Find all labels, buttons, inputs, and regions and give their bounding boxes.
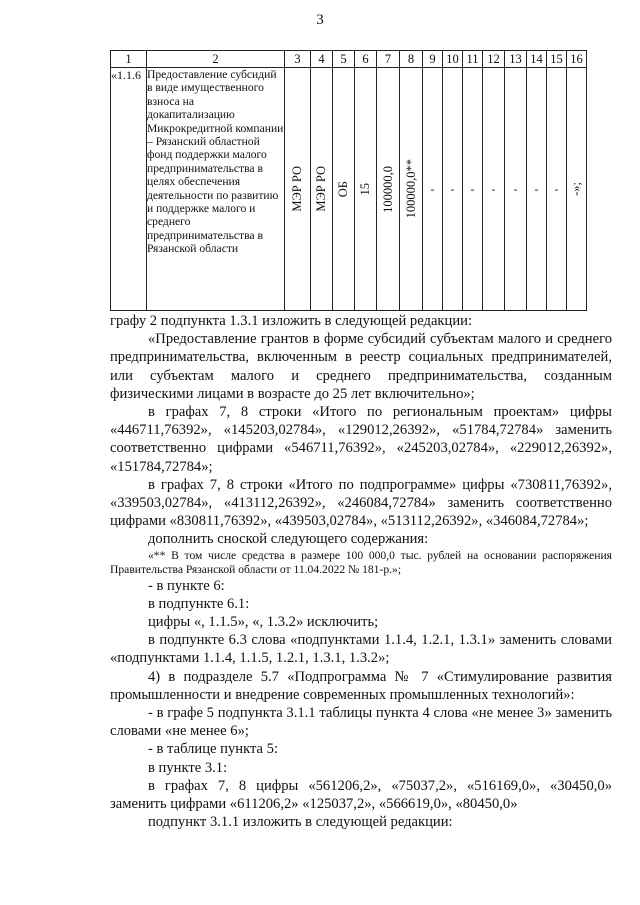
paragraph: подпункт 3.1.1 изложить в следующей редакции: xyxy=(148,814,453,831)
column-header: 2 xyxy=(147,51,285,68)
row-number: «1.1.6 xyxy=(111,68,147,311)
paragraph: в графах 7, 8 строки «Итого по региональным проектам» цифры «446711,76392», «145203,02784», «129012,26392», «51784,72784» заменить соответственно цифрами «546711,76392», «245203,02784», «229012,26392», «151784,72784»; xyxy=(110,404,612,475)
paragraph: цифры «, 1.1.5», «, 1.3.2» исключить; xyxy=(148,614,379,631)
column-header: 9 xyxy=(423,51,443,68)
cell-dash: - xyxy=(483,68,505,311)
cell-dash: - xyxy=(443,68,463,311)
paragraph: «Предоставление грантов в форме субсидий субъектам малого и среднего предпринимательства, включенным в реестр социальных предпринимателей, или субъектам малого и среднего предпринимательства, созданным физическими лицами в возрасте до 25 лет включительно»; xyxy=(110,331,612,402)
paragraph: - в таблице пункта 5: xyxy=(148,741,279,758)
column-header: 1 xyxy=(111,51,147,68)
column-header: 13 xyxy=(505,51,527,68)
footnote-text: «** В том числе средства в размере 100 000,0 тыс. рублей на основании распоряжения Правительства Рязанской области от 11.04.2022 № 181-р.»; xyxy=(110,548,612,576)
column-header: 14 xyxy=(527,51,547,68)
cell-last: -»; xyxy=(569,182,583,196)
paragraph: в графах 7, 8 строки «Итого по подпрограмме» цифры «730811,76392», «339503,02784», «413112,26392», «246084,72784» заменить соответственно цифрами «830811,76392», «439503,02784», «513112,26392», «346084,72784»; xyxy=(110,476,612,530)
table-header-row xyxy=(111,51,587,68)
cell-year-amount: 100000,0** xyxy=(403,159,418,219)
cell-total: 100000,0 xyxy=(380,165,395,213)
cell-recipient: МЭР РО xyxy=(314,166,328,212)
column-header: 7 xyxy=(377,51,400,68)
cell-source: ОБ xyxy=(336,180,350,198)
paragraph: 4) в подразделе 5.7 «Подпрограмма № 7 «Стимулирование развития промышленности и внедрение современных промышленных технологий»: xyxy=(110,668,612,703)
paragraph: графу 2 подпункта 1.3.1 изложить в следующей редакции: xyxy=(110,313,472,329)
column-header: 5 xyxy=(333,51,355,68)
paragraph: дополнить сноской следующего содержания: xyxy=(148,531,429,548)
paragraph: в пункте 3.1: xyxy=(148,759,228,776)
cell-dash: - xyxy=(547,68,567,311)
paragraph: в подпункте 6.1: xyxy=(148,595,250,612)
program-table xyxy=(110,50,587,311)
cell-dash: - xyxy=(527,68,547,311)
row-name: Предоставление субсидий в виде имущественного взноса на докапитализацию Микрокредитной компании – Рязанский областной фонд поддержки малого предпринимательства в целях обеспечения деятельности по развитию и поддержке малого и среднего предпринимательства в Рязанской области xyxy=(147,68,285,311)
table-row xyxy=(111,68,587,311)
cell-dash: - xyxy=(423,68,443,311)
cell-code: 15 xyxy=(358,182,372,196)
column-header: 11 xyxy=(463,51,483,68)
cell-dash: - xyxy=(463,68,483,311)
column-header: 4 xyxy=(311,51,333,68)
column-header: 10 xyxy=(443,51,463,68)
paragraph: - в графе 5 подпункта 3.1.1 таблицы пункта 4 слова «не менее 3» заменить словами «не менее 6»; xyxy=(110,705,612,740)
column-header: 3 xyxy=(285,51,311,68)
column-header: 16 xyxy=(567,51,587,68)
paragraph: в графах 7, 8 цифры «561206,2», «75037,2», «516169,0», «30450,0» заменить цифрами «611206,2» «125037,2», «566619,0», «80450,0» xyxy=(110,777,612,813)
paragraph: в подпункте 6.3 слова «подпунктами 1.1.4, 1.2.1, 1.3.1» заменить словами «подпунктами 1.1.4, 1.1.5, 1.2.1, 1.3.1, 1.3.2»; xyxy=(110,632,612,667)
cell-dash: - xyxy=(505,68,527,311)
column-header: 15 xyxy=(547,51,567,68)
column-header: 6 xyxy=(355,51,377,68)
column-header: 12 xyxy=(483,51,505,68)
document-body xyxy=(110,312,612,831)
page-number: 3 xyxy=(316,12,324,28)
column-header: 8 xyxy=(400,51,423,68)
cell-executor: МЭР РО xyxy=(290,166,304,212)
paragraph: - в пункте 6: xyxy=(148,577,225,594)
